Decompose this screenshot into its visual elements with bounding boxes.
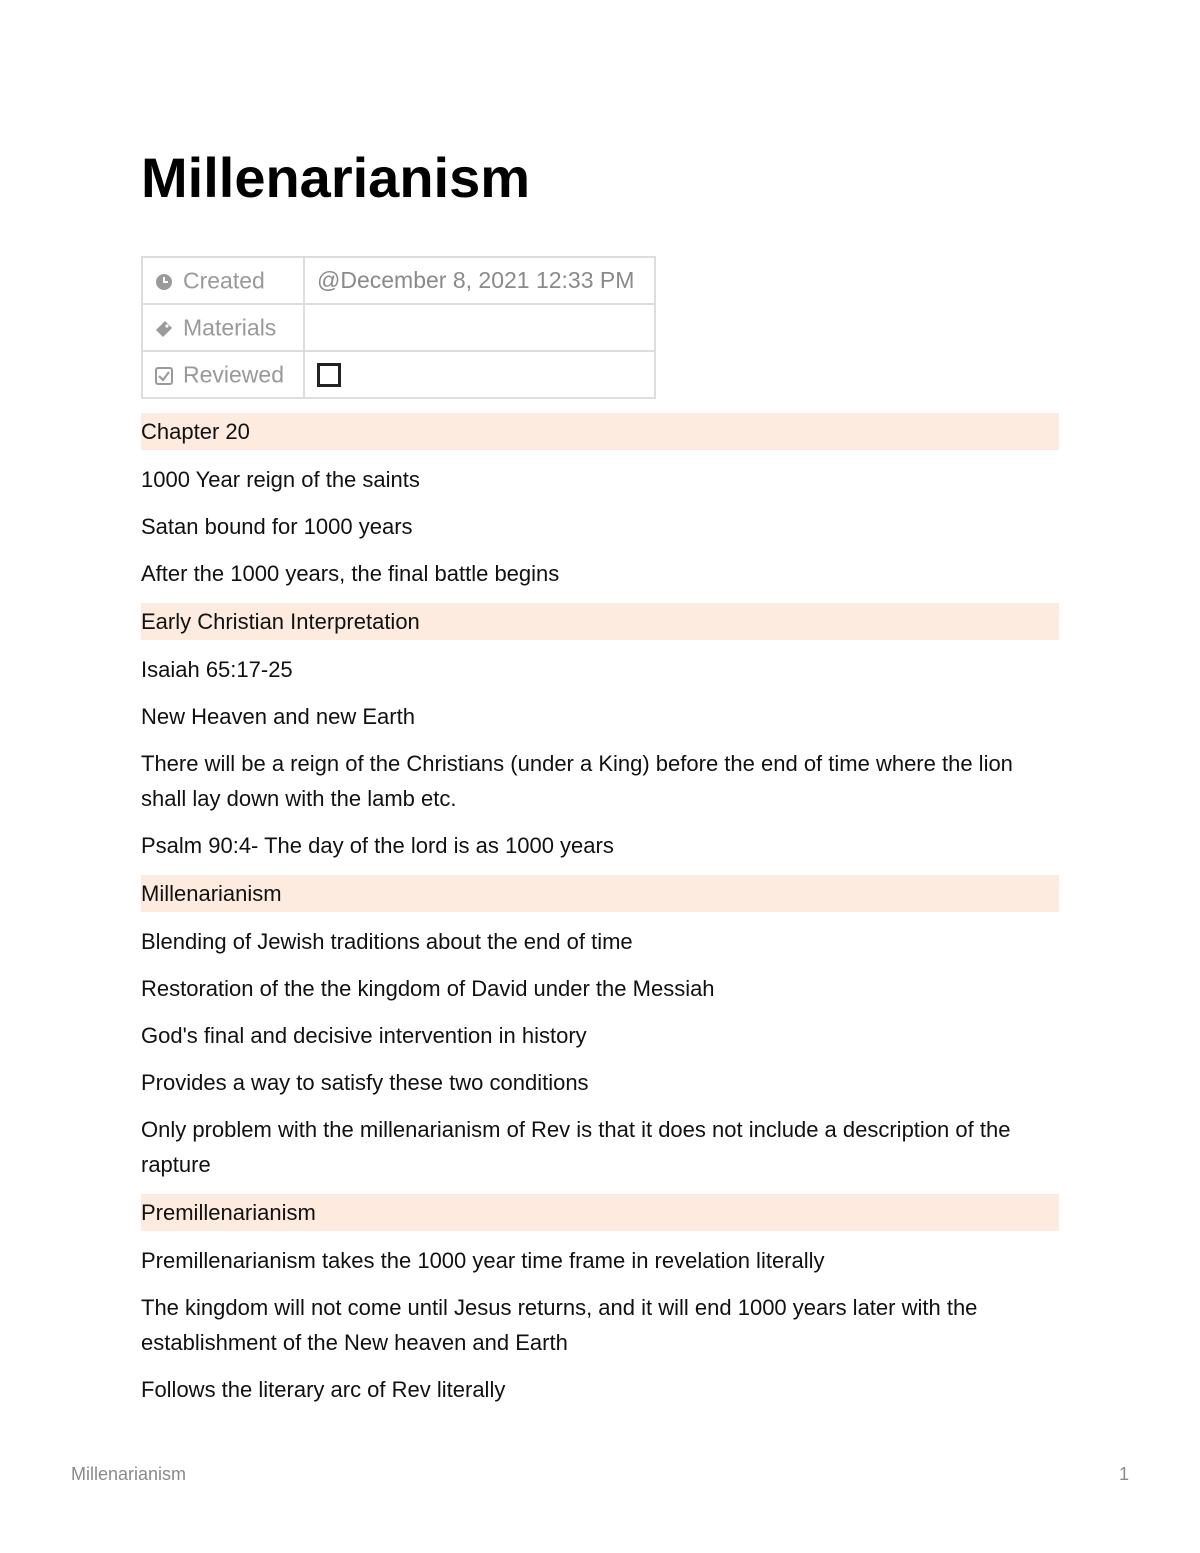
page-content bbox=[141, 413, 1059, 1419]
property-row-materials bbox=[142, 304, 655, 351]
list-item: New Heaven and new Earth bbox=[141, 704, 415, 729]
list-item: Psalm 90:4- The day of the lord is as 1000 years bbox=[141, 833, 614, 858]
list-item: Only problem with the millenarianism of Rev is that it does not include a description of the rapture bbox=[141, 1117, 1011, 1177]
materials-value[interactable] bbox=[304, 304, 655, 351]
list-item: Premillenarianism takes the 1000 year time frame in revelation literally bbox=[141, 1248, 825, 1273]
section-header-premillenarianism: Premillenarianism bbox=[141, 1194, 1059, 1231]
list-item: Blending of Jewish traditions about the end of time bbox=[141, 929, 633, 954]
section-header-early-christian-interpretation: Early Christian Interpretation bbox=[141, 603, 1059, 640]
created-value[interactable]: @December 8, 2021 12:33 PM bbox=[304, 257, 655, 304]
property-key-materials bbox=[142, 304, 304, 351]
list-item: God's final and decisive intervention in history bbox=[141, 1023, 587, 1048]
property-row-created bbox=[142, 257, 655, 304]
checkbox-icon bbox=[155, 364, 173, 382]
section-header-chapter-20: Chapter 20 bbox=[141, 413, 1059, 450]
list-item: The kingdom will not come until Jesus returns, and it will end 1000 years later with the establishment of the New heaven and Earth bbox=[141, 1295, 978, 1355]
list-item: Isaiah 65:17-25 bbox=[141, 657, 293, 682]
property-key-created bbox=[142, 257, 304, 304]
list-item: 1000 Year reign of the saints bbox=[141, 467, 420, 492]
list-item: Provides a way to satisfy these two conditions bbox=[141, 1070, 589, 1095]
property-label: Materials bbox=[183, 314, 277, 341]
list-item: Follows the literary arc of Rev literally bbox=[141, 1377, 506, 1402]
section-header-millenarianism: Millenarianism bbox=[141, 875, 1059, 912]
footer-doc-name: Millenarianism bbox=[71, 1464, 187, 1484]
property-key-reviewed bbox=[142, 351, 304, 398]
clock-icon bbox=[155, 270, 173, 288]
footer-page-number: 1 bbox=[1118, 1464, 1129, 1484]
reviewed-checkbox[interactable] bbox=[317, 363, 341, 387]
page-title: Millenarianism bbox=[141, 146, 531, 209]
list-item: There will be a reign of the Christians (under a King) before the end of time where the lion shall lay down with the lamb etc. bbox=[141, 751, 1013, 811]
property-label: Created bbox=[183, 267, 265, 294]
properties-table bbox=[141, 256, 656, 399]
tag-icon bbox=[155, 317, 173, 335]
property-row-reviewed bbox=[142, 351, 655, 398]
list-item: Satan bound for 1000 years bbox=[141, 514, 413, 539]
property-label: Reviewed bbox=[183, 361, 284, 388]
list-item: After the 1000 years, the final battle begins bbox=[141, 561, 560, 586]
list-item: Restoration of the the kingdom of David under the Messiah bbox=[141, 976, 715, 1001]
reviewed-value bbox=[304, 351, 655, 398]
